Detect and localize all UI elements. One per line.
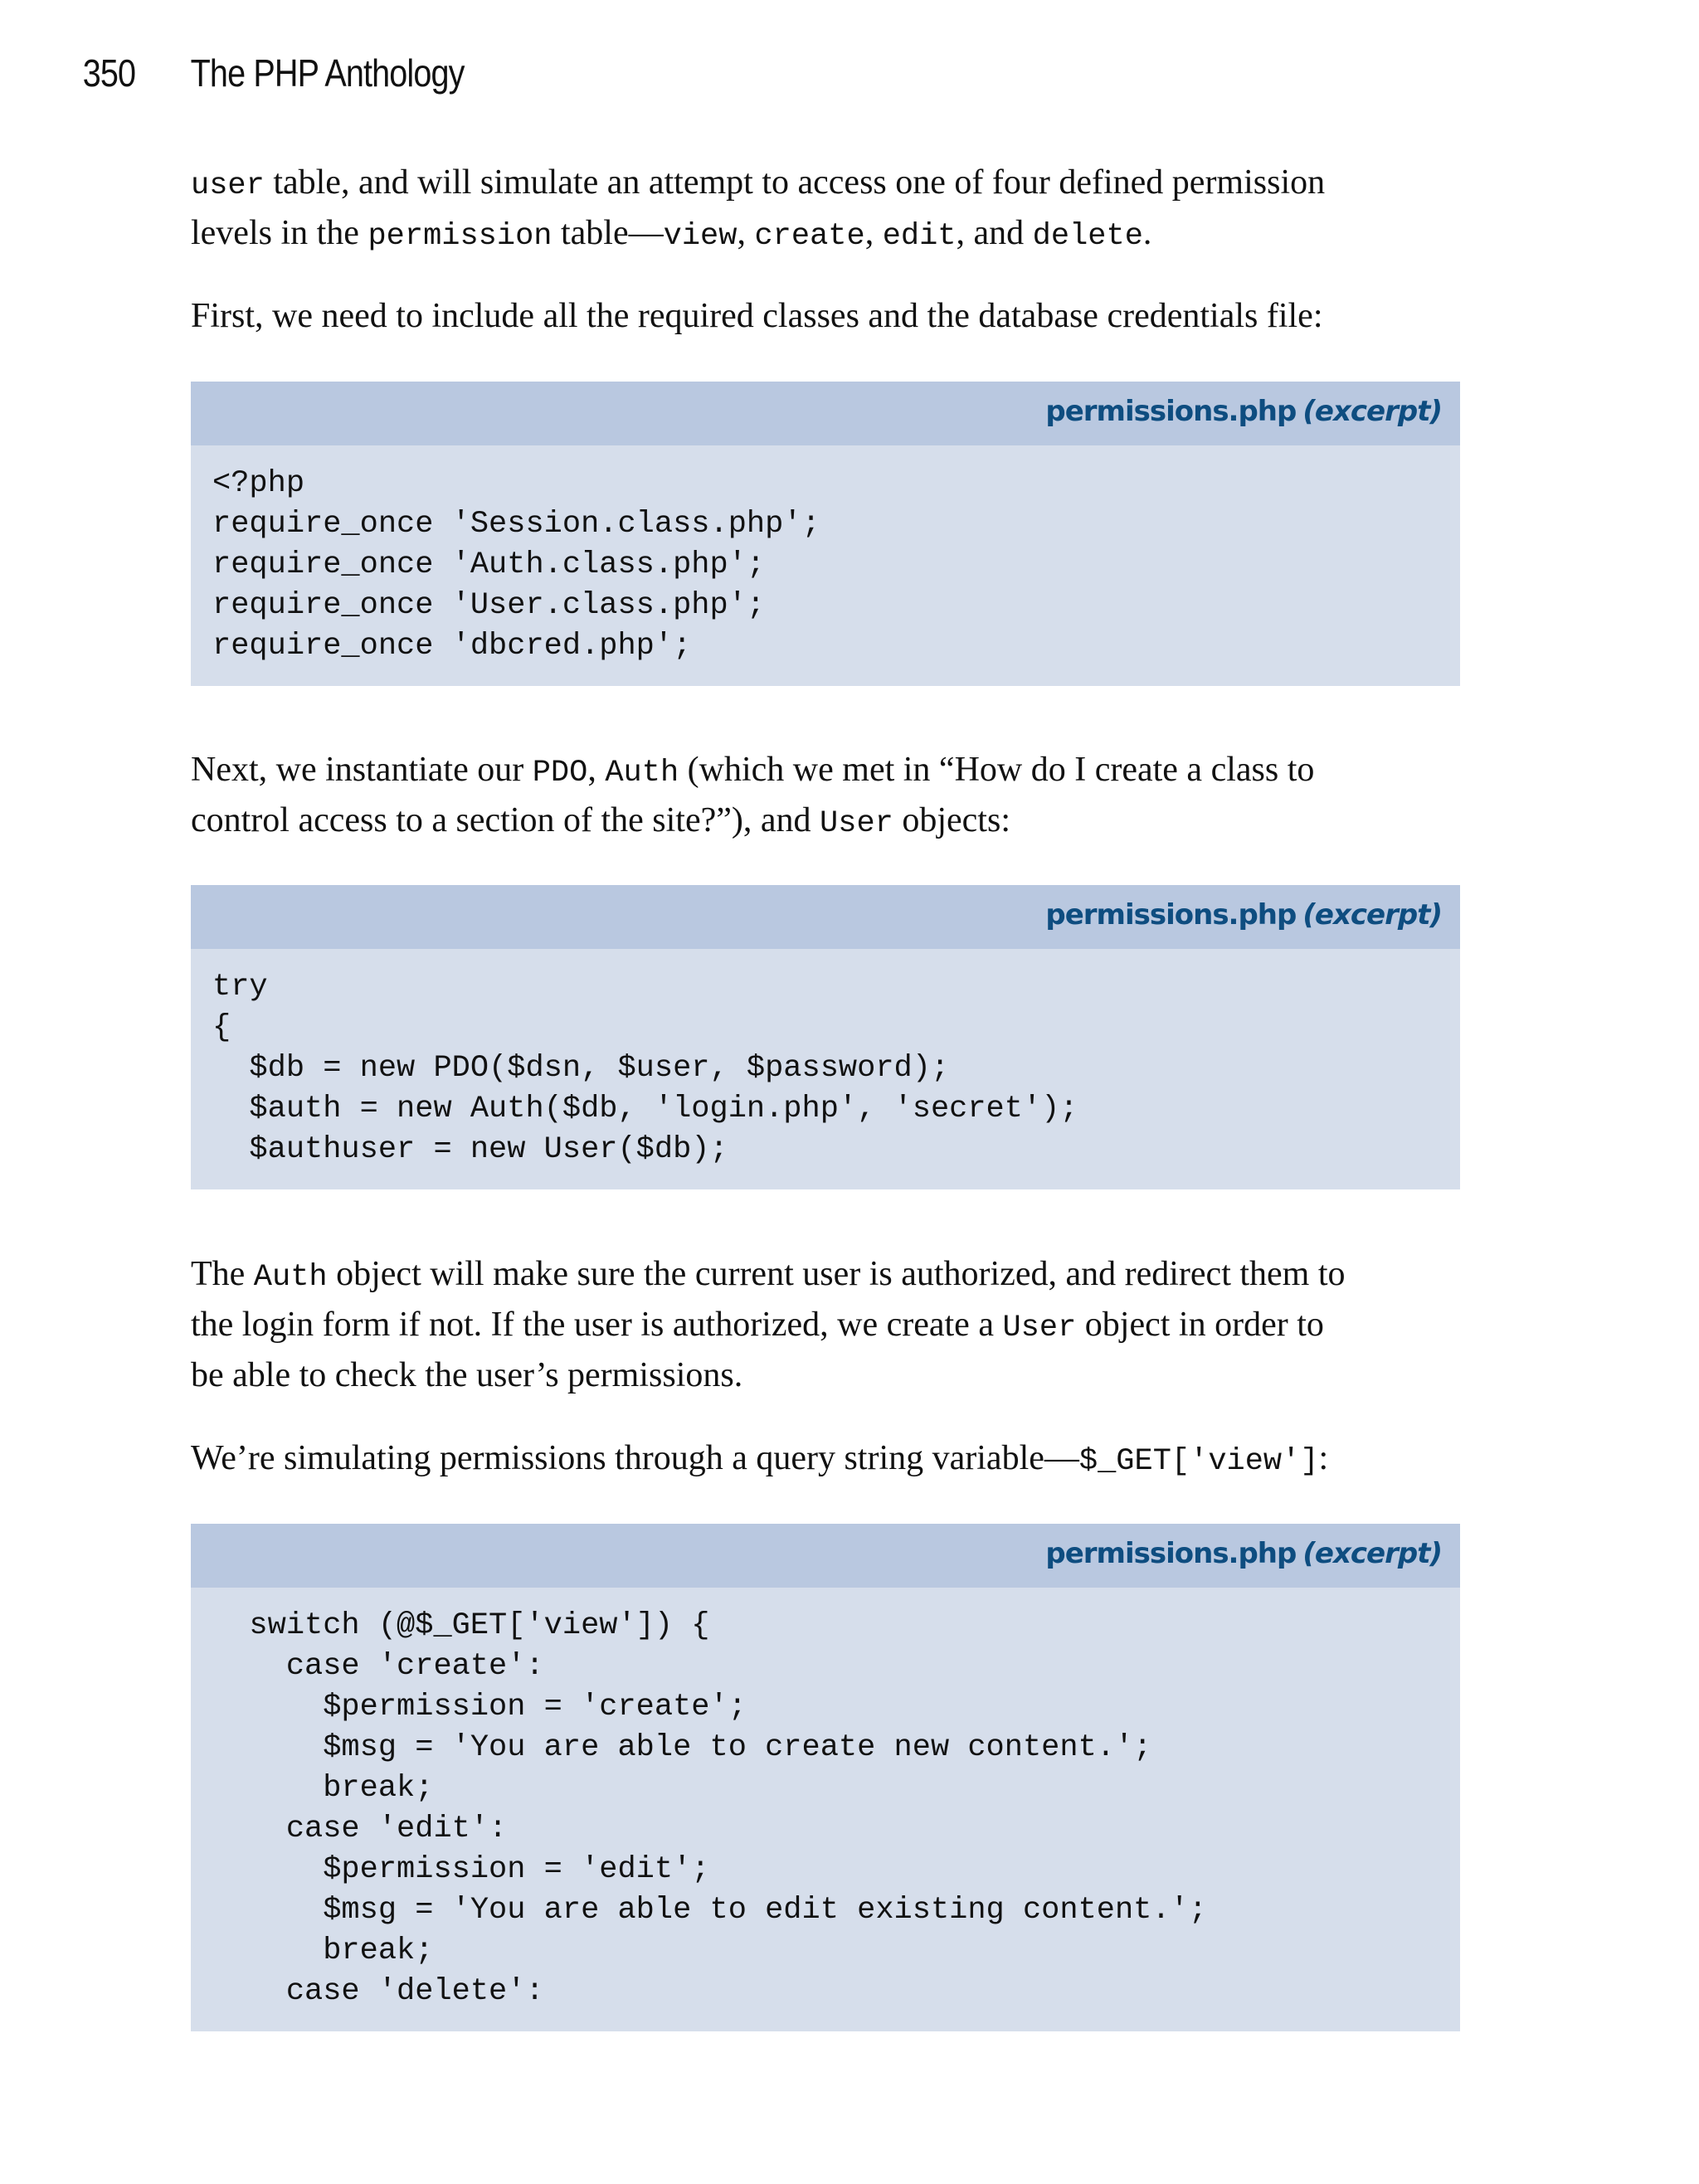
inline-code: User xyxy=(820,806,893,841)
text-run: , xyxy=(587,751,606,789)
text-line xyxy=(191,795,1460,846)
text-run: First, we need to include all the required classes and the database credentials file: xyxy=(191,297,1323,335)
caption-filename: permissions.php xyxy=(1045,395,1297,428)
inline-code: PDO xyxy=(532,756,588,790)
code-listing xyxy=(191,949,1460,1170)
code-line: $permission = 'edit'; xyxy=(212,1852,710,1887)
text-run: object in order to xyxy=(1076,1306,1324,1344)
caption-filename: permissions.php xyxy=(1045,898,1297,931)
paragraph-query-string xyxy=(191,1433,1460,1484)
text-run: , xyxy=(737,214,755,252)
code-line: case 'delete': xyxy=(212,1974,544,2009)
code-block-caption xyxy=(1045,393,1442,430)
inline-code: Auth xyxy=(605,756,679,790)
caption-excerpt-note: (excerpt) xyxy=(1302,1537,1442,1570)
code-block-includes xyxy=(191,382,1460,686)
code-block-caption-bar xyxy=(191,885,1460,949)
code-line: $db = new PDO($dsn, $user, $password); xyxy=(212,1051,950,1086)
page-number: 350 xyxy=(82,51,136,95)
caption-filename: permissions.php xyxy=(1045,1537,1297,1570)
paragraph-permission-levels xyxy=(191,158,1460,259)
text-run: : xyxy=(1318,1439,1329,1477)
text-run: The xyxy=(191,1255,254,1293)
caption-excerpt-note: (excerpt) xyxy=(1302,395,1442,428)
code-listing xyxy=(191,445,1460,667)
code-line: require_once 'Auth.class.php'; xyxy=(212,547,766,582)
code-line: break; xyxy=(212,1771,434,1806)
text-line xyxy=(191,1300,1460,1350)
code-line: $msg = 'You are able to create new content.'; xyxy=(212,1730,1152,1765)
text-run: Next, we instantiate our xyxy=(191,751,533,789)
text-run: , xyxy=(864,214,883,252)
paragraph-include-classes xyxy=(191,291,1460,342)
code-line: require_once 'dbcred.php'; xyxy=(212,629,692,664)
code-line: { xyxy=(212,1010,231,1045)
code-line: $permission = 'create'; xyxy=(212,1690,747,1724)
text-line xyxy=(191,291,1460,342)
code-block-caption xyxy=(1045,1535,1442,1572)
text-line xyxy=(191,208,1460,259)
running-header xyxy=(0,48,1461,98)
inline-code: Auth xyxy=(253,1260,328,1295)
text-line xyxy=(191,158,1460,208)
text-run: We’re simulating permissions through a query string variable— xyxy=(191,1439,1079,1477)
text-run: , and xyxy=(956,214,1033,252)
book-title: The PHP Anthology xyxy=(190,51,465,95)
inline-code: view xyxy=(663,219,738,254)
inline-code: delete xyxy=(1032,219,1143,254)
code-line: $msg = 'You are able to edit existing content.'; xyxy=(212,1893,1207,1928)
code-block-switch xyxy=(191,1524,1460,2031)
text-run: the login form if not. If the user is authorized, we create a xyxy=(191,1306,1003,1344)
text-run: . xyxy=(1142,214,1152,252)
inline-code: user xyxy=(191,168,265,203)
code-line: break; xyxy=(212,1933,434,1968)
inline-code: $_GET['view'] xyxy=(1078,1444,1319,1479)
text-run: be able to check the user’s permissions. xyxy=(191,1356,743,1394)
text-line xyxy=(191,1350,1460,1401)
code-line: require_once 'User.class.php'; xyxy=(212,588,766,623)
text-run: table, and will simulate an attempt to access one of four defined permission xyxy=(264,163,1326,202)
caption-excerpt-note: (excerpt) xyxy=(1302,898,1442,931)
inline-code: edit xyxy=(882,219,957,254)
text-run: control access to a section of the site?”), and xyxy=(191,801,820,839)
code-line: $authuser = new User($db); xyxy=(212,1132,728,1167)
code-line: $auth = new Auth($db, 'login.php', 'secret'); xyxy=(212,1092,1078,1126)
text-line xyxy=(191,1249,1460,1300)
code-block-instantiation xyxy=(191,885,1460,1189)
text-line xyxy=(191,1433,1460,1484)
code-block-caption-bar xyxy=(191,382,1460,445)
code-line: case 'edit': xyxy=(212,1812,508,1846)
code-line: <?php xyxy=(212,466,305,501)
text-line xyxy=(191,745,1460,795)
inline-code: User xyxy=(1002,1311,1077,1345)
code-block-caption xyxy=(1045,897,1442,933)
code-block-caption-bar xyxy=(191,1524,1460,1588)
paragraph-instantiate-objects xyxy=(191,745,1460,846)
inline-code: permission xyxy=(368,219,553,254)
text-run: table— xyxy=(552,214,664,252)
text-run: (which we met in “How do I create a class to xyxy=(679,751,1315,789)
text-run: levels in the xyxy=(191,214,368,252)
code-line: require_once 'Session.class.php'; xyxy=(212,507,820,542)
paragraph-auth-explanation xyxy=(191,1249,1460,1401)
code-line: try xyxy=(212,970,268,1004)
inline-code: create xyxy=(754,219,865,254)
text-run: object will make sure the current user is authorized, and redirect them to xyxy=(327,1255,1346,1293)
code-line: switch (@$_GET['view']) { xyxy=(212,1608,710,1643)
code-line: case 'create': xyxy=(212,1649,544,1684)
code-listing xyxy=(191,1588,1460,2012)
text-run: objects: xyxy=(893,801,1010,839)
